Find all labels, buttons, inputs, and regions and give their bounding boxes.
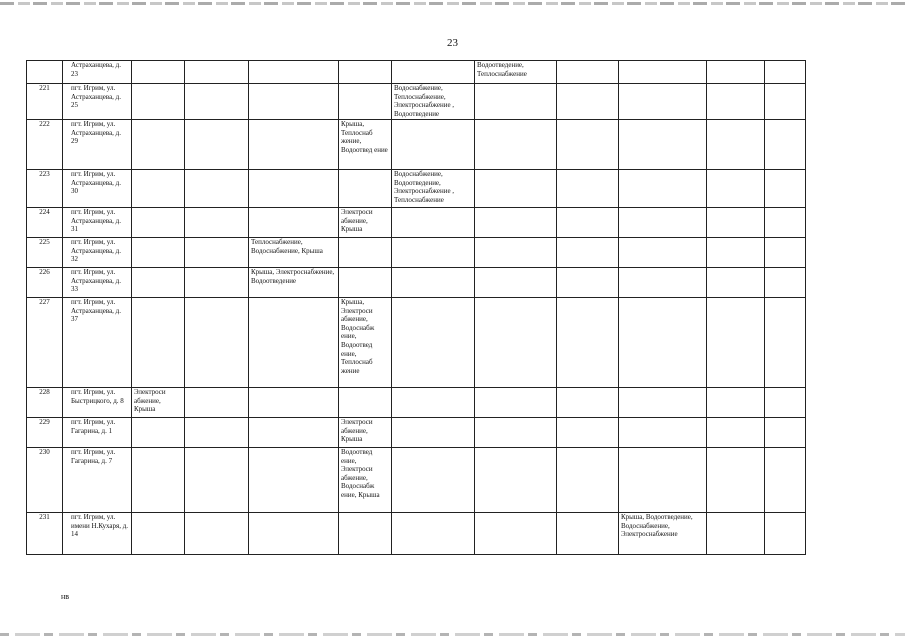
work-type-cell (392, 208, 475, 238)
work-type-cell (185, 61, 249, 84)
work-type-cell (392, 238, 475, 268)
address-cell: пгт. Игрим, ул. Астраханцева, д. 33 (63, 268, 132, 298)
work-type-cell (132, 238, 185, 268)
work-type-cell (185, 84, 249, 120)
work-type-cell (185, 120, 249, 170)
work-type-cell (475, 170, 557, 208)
work-type-cell (132, 170, 185, 208)
work-type-cell (185, 388, 249, 418)
row-number: 230 (27, 448, 63, 513)
work-type-cell (765, 120, 806, 170)
work-type-cell (707, 448, 765, 513)
row-number: 229 (27, 418, 63, 448)
footer-note: нв (61, 592, 70, 601)
address-cell: пгт. Игрим, ул. имени Н.Кухаря, д. 14 (63, 513, 132, 555)
work-type-cell: Водоснабжение, Теплоснабжение, Электроснабжение , Водоотведение (392, 84, 475, 120)
work-type-cell (249, 61, 339, 84)
work-type-cell (765, 388, 806, 418)
work-type-cell (249, 448, 339, 513)
work-type-cell (475, 268, 557, 298)
work-type-cell (619, 120, 707, 170)
work-type-cell (249, 513, 339, 555)
work-type-cell (557, 268, 619, 298)
row-number: 228 (27, 388, 63, 418)
work-type-cell (185, 268, 249, 298)
table-row (27, 268, 806, 298)
scan-edge-bottom (0, 633, 905, 636)
work-type-cell: Крыша, Водоотведение, Водоснабжение, Электроснабжение (619, 513, 707, 555)
work-type-cell (475, 120, 557, 170)
work-type-cell (249, 170, 339, 208)
table-row (27, 84, 806, 120)
work-type-cell (185, 418, 249, 448)
row-number: 231 (27, 513, 63, 555)
work-type-cell (707, 208, 765, 238)
work-type-cell (185, 448, 249, 513)
work-type-cell (339, 170, 392, 208)
work-type-cell (392, 61, 475, 84)
work-type-cell (475, 388, 557, 418)
row-number: 221 (27, 84, 63, 120)
work-type-cell (249, 418, 339, 448)
work-type-cell: Теплоснабжение, Водоснабжение, Крыша (249, 238, 339, 268)
work-type-cell (619, 238, 707, 268)
work-type-cell (475, 513, 557, 555)
address-cell: пгт. Игрим, ул. Астраханцева, д. 32 (63, 238, 132, 268)
work-type-cell (707, 84, 765, 120)
row-number: 225 (27, 238, 63, 268)
work-type-cell (557, 208, 619, 238)
work-type-cell (619, 448, 707, 513)
work-type-cell (765, 61, 806, 84)
work-type-cell (765, 448, 806, 513)
work-type-cell (707, 238, 765, 268)
table-row (27, 448, 806, 513)
work-type-cell (707, 298, 765, 388)
work-type-cell (475, 84, 557, 120)
work-type-cell: Водоотведение, Теплоснабжение (475, 61, 557, 84)
work-type-cell: Электроси абжение, Крыша (132, 388, 185, 418)
row-number: 226 (27, 268, 63, 298)
work-type-cell (707, 61, 765, 84)
row-number: 222 (27, 120, 63, 170)
work-type-cell (392, 298, 475, 388)
work-type-cell (765, 418, 806, 448)
address-cell: Астраханцева, д. 23 (63, 61, 132, 84)
work-type-cell (619, 388, 707, 418)
page-number: 23 (447, 37, 458, 49)
work-type-cell (185, 513, 249, 555)
work-type-cell (707, 513, 765, 555)
work-type-cell: Крыша, Электроснабжение, Водоотведение (249, 268, 339, 298)
work-type-cell (185, 170, 249, 208)
work-type-cell (339, 61, 392, 84)
work-type-cell (132, 208, 185, 238)
work-type-cell (557, 84, 619, 120)
work-type-cell (339, 84, 392, 120)
work-type-cell (132, 448, 185, 513)
work-type-cell (132, 298, 185, 388)
work-type-cell (249, 208, 339, 238)
work-type-cell (185, 208, 249, 238)
work-type-cell (249, 298, 339, 388)
work-type-cell (392, 418, 475, 448)
work-type-cell (249, 84, 339, 120)
work-type-cell (392, 120, 475, 170)
work-type-cell: Водоснабжение, Водоотведение, Электроснабжение , Теплоснабжение (392, 170, 475, 208)
table-row (27, 61, 806, 84)
work-type-cell (707, 120, 765, 170)
work-type-cell (557, 61, 619, 84)
work-type-cell (619, 84, 707, 120)
work-type-cell (707, 388, 765, 418)
work-type-cell (475, 418, 557, 448)
address-cell: пгт. Игрим, ул. Астраханцева, д. 30 (63, 170, 132, 208)
work-type-cell: Водоотвед ение, Электроси абжение, Водоснабж ение, Крыша (339, 448, 392, 513)
work-type-cell (557, 513, 619, 555)
address-cell: пгт. Игрим, ул. Астраханцева, д. 29 (63, 120, 132, 170)
table-row (27, 388, 806, 418)
work-type-cell (249, 120, 339, 170)
work-type-cell (132, 84, 185, 120)
work-type-cell (132, 513, 185, 555)
scan-edge-top (0, 2, 905, 5)
work-type-cell (765, 84, 806, 120)
work-type-cell (132, 120, 185, 170)
table-row (27, 120, 806, 170)
work-type-cell (619, 61, 707, 84)
table-row (27, 170, 806, 208)
work-type-cell (765, 238, 806, 268)
work-type-cell (765, 298, 806, 388)
work-type-cell (557, 418, 619, 448)
table-row (27, 208, 806, 238)
work-type-cell (619, 208, 707, 238)
work-type-cell (339, 388, 392, 418)
work-type-cell (339, 513, 392, 555)
table-row (27, 418, 806, 448)
address-cell: пгт. Игрим, ул. Астраханцева, д. 25 (63, 84, 132, 120)
address-cell: пгт. Игрим, ул. Гагарина, д. 1 (63, 418, 132, 448)
work-type-cell (132, 268, 185, 298)
work-type-cell (557, 238, 619, 268)
work-type-cell (765, 208, 806, 238)
table-body (27, 61, 806, 555)
work-type-cell: Электроси абжение, Крыша (339, 418, 392, 448)
work-type-cell (619, 298, 707, 388)
row-number: 224 (27, 208, 63, 238)
table-row (27, 238, 806, 268)
work-type-cell (619, 170, 707, 208)
work-type-cell (765, 268, 806, 298)
work-type-cell (707, 418, 765, 448)
work-type-cell (557, 298, 619, 388)
work-type-cell (392, 268, 475, 298)
work-type-cell (557, 120, 619, 170)
work-type-cell (557, 388, 619, 418)
work-type-cell (185, 238, 249, 268)
work-type-cell (707, 170, 765, 208)
work-type-cell: Крыша, Электроси абжение, Водоснабж ение, Водоотвед ение, Теплоснаб жение (339, 298, 392, 388)
work-type-cell (392, 448, 475, 513)
work-type-cell (619, 418, 707, 448)
work-type-cell: Крыша, Теплоснаб жение, Водоотвед ение (339, 120, 392, 170)
address-cell: пгт. Игрим, ул. Астраханцева, д. 37 (63, 298, 132, 388)
work-type-cell (185, 298, 249, 388)
work-type-cell (132, 61, 185, 84)
work-type-cell (392, 513, 475, 555)
repair-schedule-table (26, 60, 806, 555)
work-type-cell (249, 388, 339, 418)
work-type-cell (475, 448, 557, 513)
work-type-cell (619, 268, 707, 298)
work-type-cell (765, 513, 806, 555)
work-type-cell (475, 208, 557, 238)
row-number (27, 61, 63, 84)
address-cell: пгт. Игрим, ул. Астраханцева, д. 31 (63, 208, 132, 238)
work-type-cell (475, 238, 557, 268)
work-type-cell (707, 268, 765, 298)
work-type-cell (475, 298, 557, 388)
work-type-cell (392, 388, 475, 418)
work-type-cell (132, 418, 185, 448)
work-type-cell (557, 448, 619, 513)
work-type-cell (339, 268, 392, 298)
address-cell: пгт. Игрим, ул. Быстрицкого, д. 8 (63, 388, 132, 418)
table-row (27, 513, 806, 555)
work-type-cell (557, 170, 619, 208)
work-type-cell (339, 238, 392, 268)
work-type-cell (765, 170, 806, 208)
address-cell: пгт. Игрим, ул. Гагарина, д. 7 (63, 448, 132, 513)
table-row (27, 298, 806, 388)
row-number: 223 (27, 170, 63, 208)
row-number: 227 (27, 298, 63, 388)
work-type-cell: Электроси абжение, Крыша (339, 208, 392, 238)
